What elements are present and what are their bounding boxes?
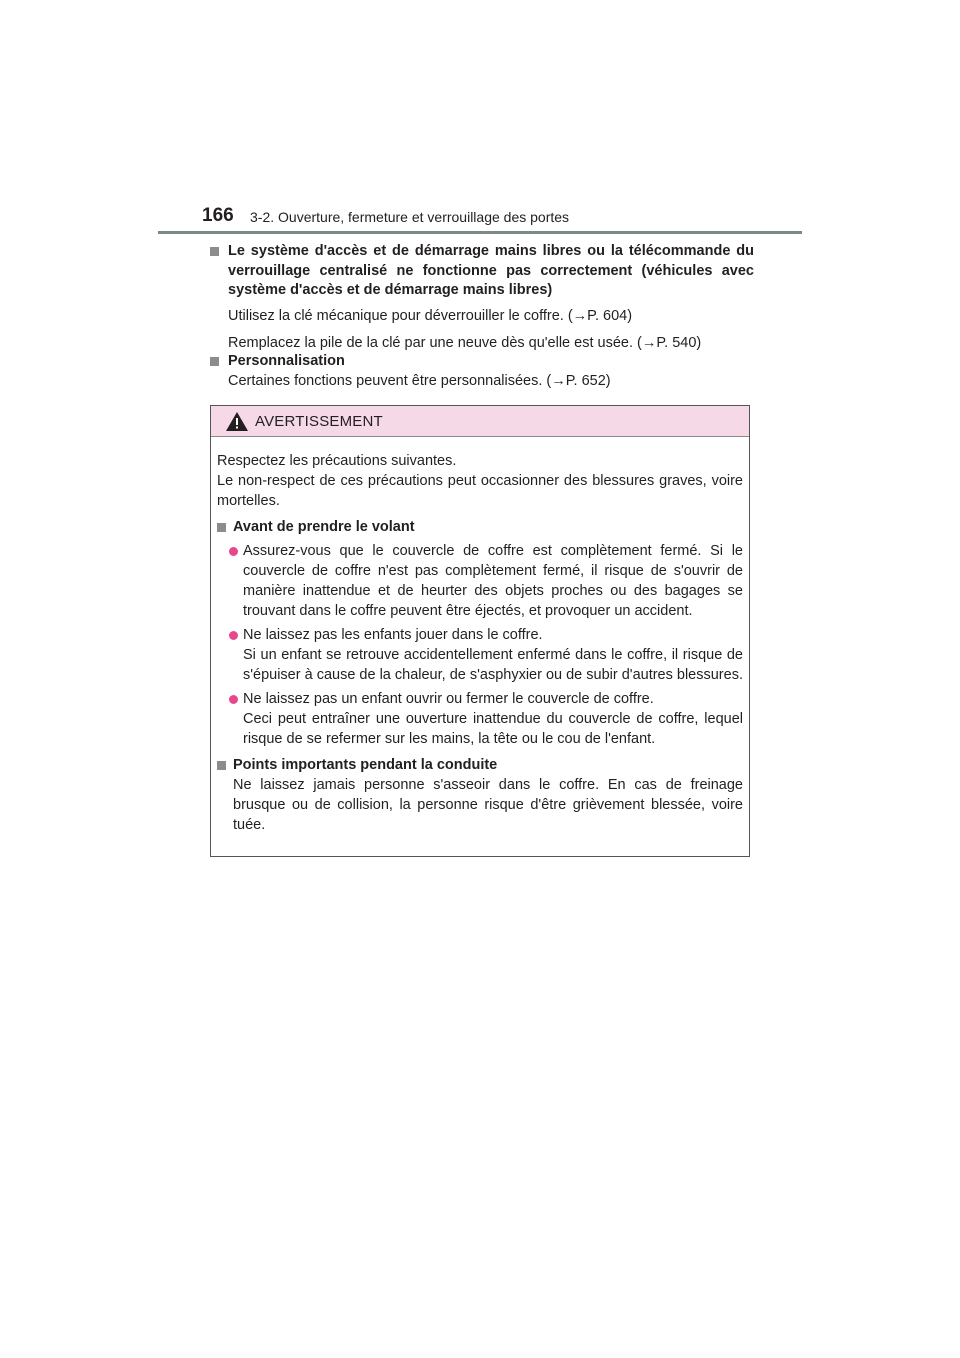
- warning-subheading: Avant de prendre le volant: [217, 517, 743, 537]
- warning-intro: Respectez les précautions suivantes.: [217, 453, 457, 469]
- bullet-dot-icon: [229, 547, 238, 556]
- warning-bullet: Ne laissez pas un enfant ouvrir ou fermer le couvercle de coffre.: [217, 689, 743, 709]
- page-header: [158, 202, 802, 234]
- section-body: [210, 372, 754, 392]
- page-number: 166: [202, 205, 234, 226]
- warning-bullet: Ne laissez pas les enfants jouer dans le coffre.: [217, 625, 743, 645]
- warning-intro: Le non-respect de ces précautions peut occasionner des blessures graves, voire mortelles.: [217, 473, 743, 509]
- section-heading: Personnalisation: [210, 352, 754, 372]
- warning-body: [211, 437, 749, 835]
- header-rule: [158, 231, 802, 234]
- section-heading: Le système d'accès et de démarrage mains libres ou la télécommande du verrouillage centralisé ne fonctionne pas correctement (véhicules avec système d'accès et de démarrage mains libres): [210, 242, 754, 301]
- square-bullet-icon: [217, 523, 226, 532]
- section-body: [210, 307, 754, 354]
- square-bullet-icon: [210, 247, 219, 256]
- section-text: Utilisez la clé mécanique pour déverrouiller le coffre. (→P. 604): [228, 307, 633, 324]
- warning-box: [210, 405, 750, 857]
- bullet-dot-icon: [229, 631, 238, 640]
- warning-subheading: Points importants pendant la conduite: [217, 755, 743, 775]
- warning-triangle-icon: [226, 412, 248, 431]
- chapter-title: 3-2. Ouverture, fermeture et verrouillage des portes: [250, 209, 570, 225]
- warning-bullet-detail: Ceci peut entraîner une ouverture inattendue du couvercle de coffre, lequel risque de se refermer sur les mains, la tête ou le cou de l'enfant.: [243, 711, 743, 747]
- warning-bullet-detail: Si un enfant se retrouve accidentellement enfermé dans le coffre, il risque de s'épuiser à cause de la chaleur, de s'asphyxier ou de subir d'autres blessures.: [243, 647, 743, 683]
- warning-header: [211, 406, 749, 437]
- warning-title: AVERTISSEMENT: [255, 413, 383, 430]
- bullet-dot-icon: [229, 695, 238, 704]
- section-keyless-malfunction: [210, 242, 754, 354]
- warning-bullet: Assurez-vous que le couvercle de coffre est complètement fermé. Si le couvercle de coffre n'est pas complètement fermé, il risque de s'ouvrir de manière inattendue et de heurter des objets proches ou des bagages se trouvant dans le coffre peuvent être éjectés, et provoquer un accident.: [217, 541, 743, 621]
- section-text: Remplacez la pile de la clé par une neuve dès qu'elle est usée. (→P. 540): [228, 335, 702, 351]
- section-text: Certaines fonctions peuvent être personnalisées. (→P. 652): [228, 372, 611, 389]
- warning-text: Ne laissez jamais personne s'asseoir dans le coffre. En cas de freinage brusque ou de collision, la personne risque d'être grièvement blessée, voire tuée.: [233, 777, 743, 833]
- square-bullet-icon: [210, 357, 219, 366]
- square-bullet-icon: [217, 761, 226, 770]
- section-personalisation: [210, 352, 754, 391]
